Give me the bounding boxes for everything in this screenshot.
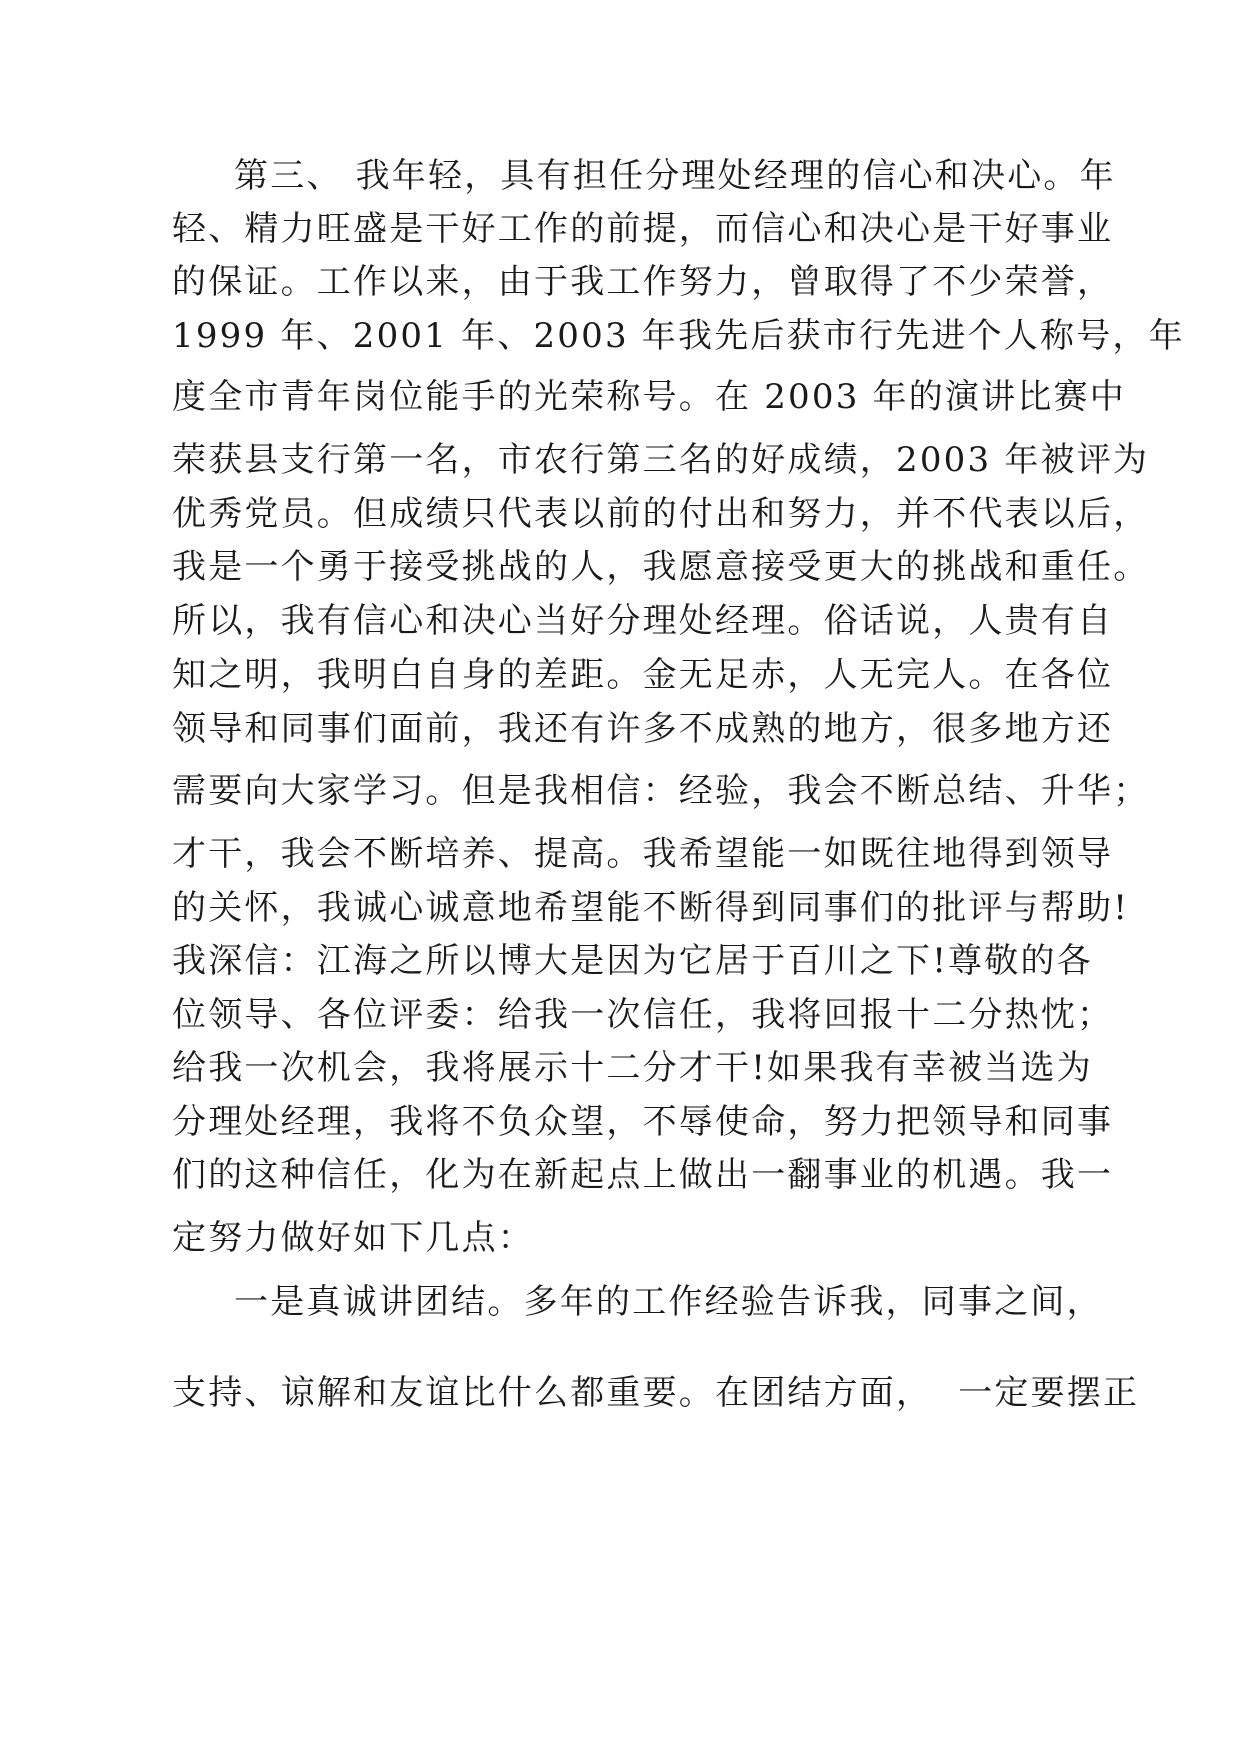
text-line: 我是一个勇于接受挑战的人，我愿意接受更大的挑战和重任。 [172,547,1150,587]
text-line: 1999 年、2001 年、2003 年我先后获市行先进个人称号，年 [172,316,1185,356]
text-line: 的关怀，我诚心诚意地希望能不断得到同事们的批评与帮助! [172,888,1130,928]
text-line: 给我一次机会，我将展示十二分才干!如果我有幸被当选为 [172,1048,1093,1088]
text-line: 位领导、各位评委：给我一次信任，我将回报十二分热忱； [172,995,1114,1035]
text-line: 第三、 我年轻，具有担任分理处经理的信心和决心。年 [234,156,1116,196]
text-line: 们的这种信任，化为在新起点上做出一翻事业的机遇。我一 [172,1155,1114,1195]
text-line: 知之明，我明白自身的差距。金无足赤，人无完人。在各位 [172,655,1114,695]
text-line: 优秀党员。但成绩只代表以前的付出和努力，并不代表以后， [172,494,1150,534]
text-line: 的保证。工作以来，由于我工作努力，曾取得了不少荣誉， [172,262,1114,302]
text-line: 支持、谅解和友谊比什么都重要。在团结方面， 一定要摆正 [172,1373,1140,1413]
text-line: 分理处经理，我将不负众望，不辱使命，努力把领导和同事 [172,1102,1114,1142]
text-line: 领导和同事们面前，我还有许多不成熟的地方，很多地方还 [172,709,1114,749]
text-line: 所以，我有信心和决心当好分理处经理。俗话说，人贵有自 [172,601,1114,641]
text-line: 需要向大家学习。但是我相信：经验，我会不断总结、升华； [172,771,1150,811]
text-line: 荣获县支行第一名，市农行第三名的好成绩，2003 年被评为 [172,440,1150,480]
text-line: 度全市青年岗位能手的光荣称号。在 2003 年的演讲比赛中 [172,377,1126,417]
text-line: 我深信：江海之所以博大是因为它居于百川之下!尊敬的各 [172,941,1093,981]
text-line: 轻、精力旺盛是干好工作的前提，而信心和决心是干好事业 [172,209,1114,249]
text-line: 定努力做好如下几点： [172,1218,534,1258]
text-line: 一是真诚讲团结。多年的工作经验告诉我，同事之间， [234,1282,1103,1322]
text-line: 才干，我会不断培养、提高。我希望能一如既往地得到领导 [172,834,1114,874]
